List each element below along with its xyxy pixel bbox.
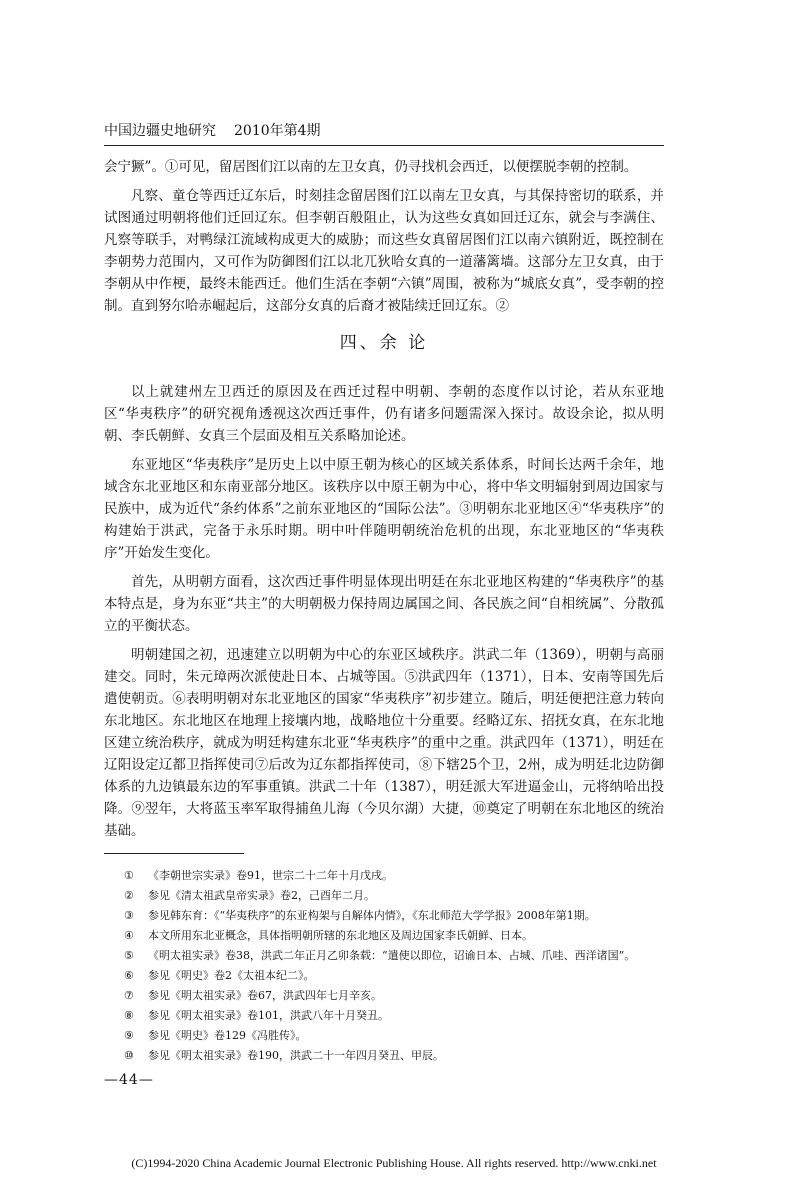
paragraph: 会宁獗”。①可见，留居图们江以南的左卫女真，仍寻找机会西迁，以便摆脱李朝的控制。 — [104, 159, 638, 175]
footnote-text: 《李朝世宗实录》卷91，世宗二十二年十月戊戌。 — [148, 869, 393, 882]
paragraph: 凡察、童仓等西迁辽东后，时刻挂念留居图们江以南左卫女真，与其保持密切的联系，并试图通过明朝将他们迁回辽东。但李朝百般阻止，认为这些女真如回迁辽东，就会与李满住、凡察等联手，对鸭绿江流域构成更大的威胁；而这些女真留居图们江以南六镇附近，既控制在李朝势力范围内，又可作为防御图们江以北兀狄哈女真的一道藩篱墙。这部分左卫女真，由于李朝从中作梗，最终未能西迁。他们生活在李朝“六镇”周围，被称为“城底女真”，受李朝的控制。直到努尔哈赤崛起后，这部分女真的后裔才被陆续迁回辽东。② — [104, 188, 664, 314]
footnote-number: ⑩ — [124, 1049, 134, 1062]
footnote — [124, 1046, 664, 1066]
footnote-number: ④ — [124, 929, 134, 942]
footnote-text: 《明太祖实录》卷38，洪武二年正月乙卯条载：“遣使以即位，诏谕日本、占城、爪哇、西洋诸国”。 — [148, 949, 636, 962]
paragraph: 明朝建国之初，迅速建立以明朝为中心的东亚区域秩序。洪武二年（1369），明朝与高丽建交。同时，朱元璋两次派使赴日本、占城等国。⑤洪武四年（1371），日本、安南等国先后遣使朝贡。⑥表明明朝对东北亚地区的国家“华夷秩序”初步建立。随后，明廷便把注意力转向东北地区。东北地区在地理上接壤内地，战略地位十分重要。经略辽东、招抚女真，在东北地区建立统治秩序，就成为明廷构建东北亚“华夷秩序”的重中之重。洪武四年（1371），明廷在辽阳设定辽都卫指挥使司⑦后改为辽东都指挥使司，⑧下辖25个卫，2州，成为明廷北边防御体系的九边镇最东边的军事重镇。洪武二十年（1387），明廷派大军进逼金山，元将纳哈出投降。⑨翌年，大将蓝玉率军取得捕鱼儿海（今贝尔湖）大捷，⑩奠定了明朝在东北地区的统治基础。 — [104, 647, 664, 839]
footnote — [124, 1006, 664, 1026]
journal-issue: 2010年第4期 — [234, 123, 321, 139]
footnote-rule — [104, 853, 244, 854]
footnote-number: ⑤ — [124, 949, 134, 962]
footnote-text: 参见《明太祖实录》卷101，洪武八年十月癸丑。 — [148, 1009, 389, 1022]
footnote-text: 本文所用东北亚概念，具体指明朝所辖的东北地区及周边国家李氏朝鲜、日本。 — [148, 929, 533, 942]
footnote-number: ① — [124, 869, 134, 882]
paragraph: 首先，从明朝方面看，这次西迁事件明显体现出明廷在东北亚地区构建的“华夷秩序”的基本特点是，身为东亚“共主”的大明朝极力保持周边属国之间、各民族之间“自相统属”、分散孤立的平衡状态。 — [104, 574, 664, 634]
footnote-text: 参见《清太祖武皇帝实录》卷2，己酉年二月。 — [148, 889, 375, 902]
footnote-number: ⑥ — [124, 969, 134, 982]
footnote-text: 参见《明史》卷2《太祖本纪二》。 — [148, 969, 315, 982]
footnote — [124, 946, 664, 966]
footnote-text: 参见《明史》卷129《冯胜传》。 — [148, 1029, 307, 1042]
footnote-number: ⑦ — [124, 989, 134, 1002]
copyright-notice: (C)1994-2020 China Academic Journal Electronic Publishing House. All rights reserved. http://www.cnki.net — [131, 1156, 657, 1170]
footnote-number: ② — [124, 889, 134, 902]
footnote — [124, 1026, 664, 1046]
footnote — [124, 886, 664, 906]
footnote-text: 参见《明太祖实录》卷190，洪武二十一年四月癸丑、甲辰。 — [148, 1049, 444, 1062]
footnote-number: ③ — [124, 909, 134, 922]
footnote-number: ⑨ — [124, 1029, 134, 1042]
header-rule — [104, 145, 664, 146]
footnotes — [124, 866, 664, 1066]
running-header — [104, 122, 664, 140]
footnote — [124, 986, 664, 1006]
footnote — [124, 966, 664, 986]
footnote — [124, 866, 664, 886]
paragraph: 东亚地区“华夷秩序”是历史上以中原王朝为核心的区域关系体系，时间长达两千余年，地域含东北亚地区和东南亚部分地区。该秩序以中原王朝为中心，将中华文明辐射到周边国家与民族中，成为近代“条约体系”之前东亚地区的“国际公法”。③明朝东北亚地区④“华夷秩序”的构建始于洪武，完备于永乐时期。明中叶伴随明朝统治危机的出现，东北亚地区的“华夷秩序”开始发生变化。 — [104, 457, 664, 561]
page-number: —44— — [104, 1072, 154, 1088]
journal-title: 中国边疆史地研究 — [104, 123, 216, 139]
section-heading: 四、余 论 — [339, 333, 429, 353]
footnote — [124, 926, 664, 946]
paragraph: 以上就建州左卫西迁的原因及在西迁过程中明朝、李朝的态度作以讨论，若从东亚地区“华夷秩序”的研究视角透视这次西迁事件，仍有诸多问题需深入探讨。故设余论，拟从明朝、李氏朝鲜、女真三个层面及相互关系略加论述。 — [104, 384, 664, 444]
footnote-text: 参见韩东育：《“华夷秩序”的东亚构架与自解体内情》，《东北师范大学学报》2008年第1期。 — [148, 909, 596, 922]
footnote-number: ⑧ — [124, 1009, 134, 1022]
footnote — [124, 906, 664, 926]
article-body — [104, 156, 664, 849]
footnote-text: 参见《明太祖实录》卷67，洪武四年七月辛亥。 — [148, 989, 382, 1002]
